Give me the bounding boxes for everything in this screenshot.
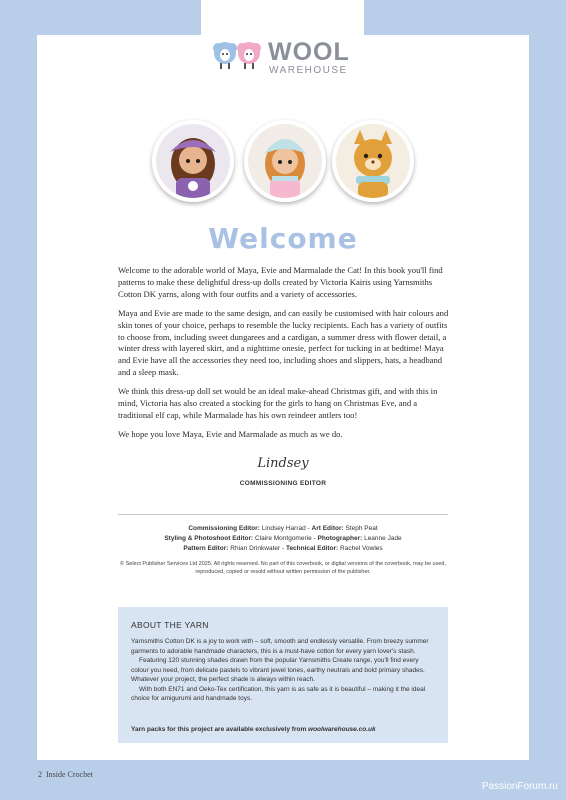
credit-separator: -: [313, 535, 318, 542]
signature-title: COMMISSIONING EDITOR: [239, 480, 327, 487]
credit-value: Lindsey Harrad: [261, 525, 306, 532]
about-yarn-box: [118, 607, 448, 743]
logo-word-warehouse: WAREHOUSE: [269, 65, 348, 76]
credits-line: [0, 544, 566, 554]
publication-name: Inside Crochet: [46, 770, 93, 779]
photo-row: [0, 120, 566, 190]
about-yarn-title: ABOUT THE YARN: [131, 620, 209, 630]
divider: [118, 514, 448, 515]
intro-paragraph-3: We think this dress-up doll set would be an ideal make-ahead Christmas gift, and with this in mind, Victoria has also created a stocking for the girls to hang on Christmas Eve, and a traditional elf cap, while Marmalade has his own reindeer antlers too!: [118, 386, 438, 420]
page-folio: [38, 770, 93, 779]
credit-value: Rachel Vowles: [340, 545, 383, 552]
intro-paragraph-4: We hope you love Maya, Evie and Marmalade as much as we do.: [118, 428, 343, 439]
credit-label: Photographer:: [317, 535, 363, 542]
about-yarn-paragraph-2: Featuring 120 stunning shades drawn from the popular Yarnsmiths Create range, you'll find every colour you need, from delicate pastels to vibrant jewel tones, earthy neutrals and bold primary shades. Whatever your project, the perfect shade is always within reach.: [131, 657, 425, 683]
credit-separator: -: [307, 525, 312, 532]
logo-word-wool: WOOL: [268, 38, 350, 66]
intro-paragraph-1: Welcome to the adorable world of Maya, Evie and Marmalade the Cat! In this book you'll find patterns to make these delightful dress-up dolls created by Victoria Kairis using Yarnsmiths Cotton DK yarns, along with four outfits and a variety of accessories.: [118, 265, 443, 299]
about-yarn-paragraph-1: Yarnsmiths Cotton DK is a joy to work with – soft, smooth and endlessly versatile. From breezy summer garments to adorable handmade characters, this is a must-have cotton for every yarn lover's stash.: [131, 638, 429, 655]
watermark: PassionForum.ru: [481, 781, 558, 792]
about-yarn-text: [131, 637, 431, 704]
credit-value: Rhian Drinkwater: [230, 545, 281, 552]
credit-separator: -: [281, 545, 286, 552]
welcome-heading: Welcome: [208, 222, 358, 255]
page-number: 2: [38, 770, 42, 779]
credit-value: Steph Peat: [345, 525, 378, 532]
credit-value: Leanne Jade: [364, 535, 402, 542]
woolwarehouse-link[interactable]: woolwarehouse.co.uk: [308, 726, 376, 733]
intro-paragraph-2: Maya and Evie are made to the same design, and can easily be customised with hair colours and skin tones of your choice, perhaps to resemble the lucky recipients. Each has a variety of outfits to choose from, including sweet dungarees and a cardigan, a summer dress with flower detail, a winter dress with layered skirt, and a nighttime onesie, perfect for tucking in at bedtime! Maya and Evie have all the accessories they need too, including shoes and slippers, hats, a headband and a sleep mask.: [118, 307, 449, 378]
credits-line: [0, 534, 566, 544]
maya-doll-photo: [152, 120, 234, 202]
about-yarn-paragraph-3: With both EN71 and Oeko-Tex certification, this yarn is as safe as it is beautiful – making it the ideal choice for amigurumi and handmade toys.: [131, 685, 426, 702]
yarn-packs-note: [131, 726, 441, 733]
credit-label: Pattern Editor:: [183, 545, 229, 552]
credit-label: Art Editor:: [311, 525, 344, 532]
credit-value: Claire Montgomerie: [254, 535, 312, 542]
editor-signature: Lindsey: [257, 456, 309, 471]
marmalade-cat-photo: [332, 120, 414, 202]
intro-text: [118, 265, 450, 448]
credits-line: [0, 524, 566, 534]
blue-sheep-icon: [212, 40, 238, 70]
pink-sheep-icon: [236, 40, 262, 70]
credit-label: Commissioning Editor:: [188, 525, 260, 532]
evie-doll-photo: [244, 120, 326, 202]
credit-label: Technical Editor:: [285, 545, 339, 552]
yarn-packs-text: Yarn packs for this project are available exclusively from: [131, 726, 309, 733]
wool-warehouse-logo: [212, 38, 357, 78]
copyright-notice: © Select Publisher Services Ltd 2025. All rights reserved. No part of this coverbook, or digital versions of the coverbook, may be used, reproduced, copied or resold without written permission of the publisher.: [120, 561, 446, 575]
credit-label: Styling & Photoshoot Editor:: [164, 535, 254, 542]
credits-block: [0, 524, 566, 554]
